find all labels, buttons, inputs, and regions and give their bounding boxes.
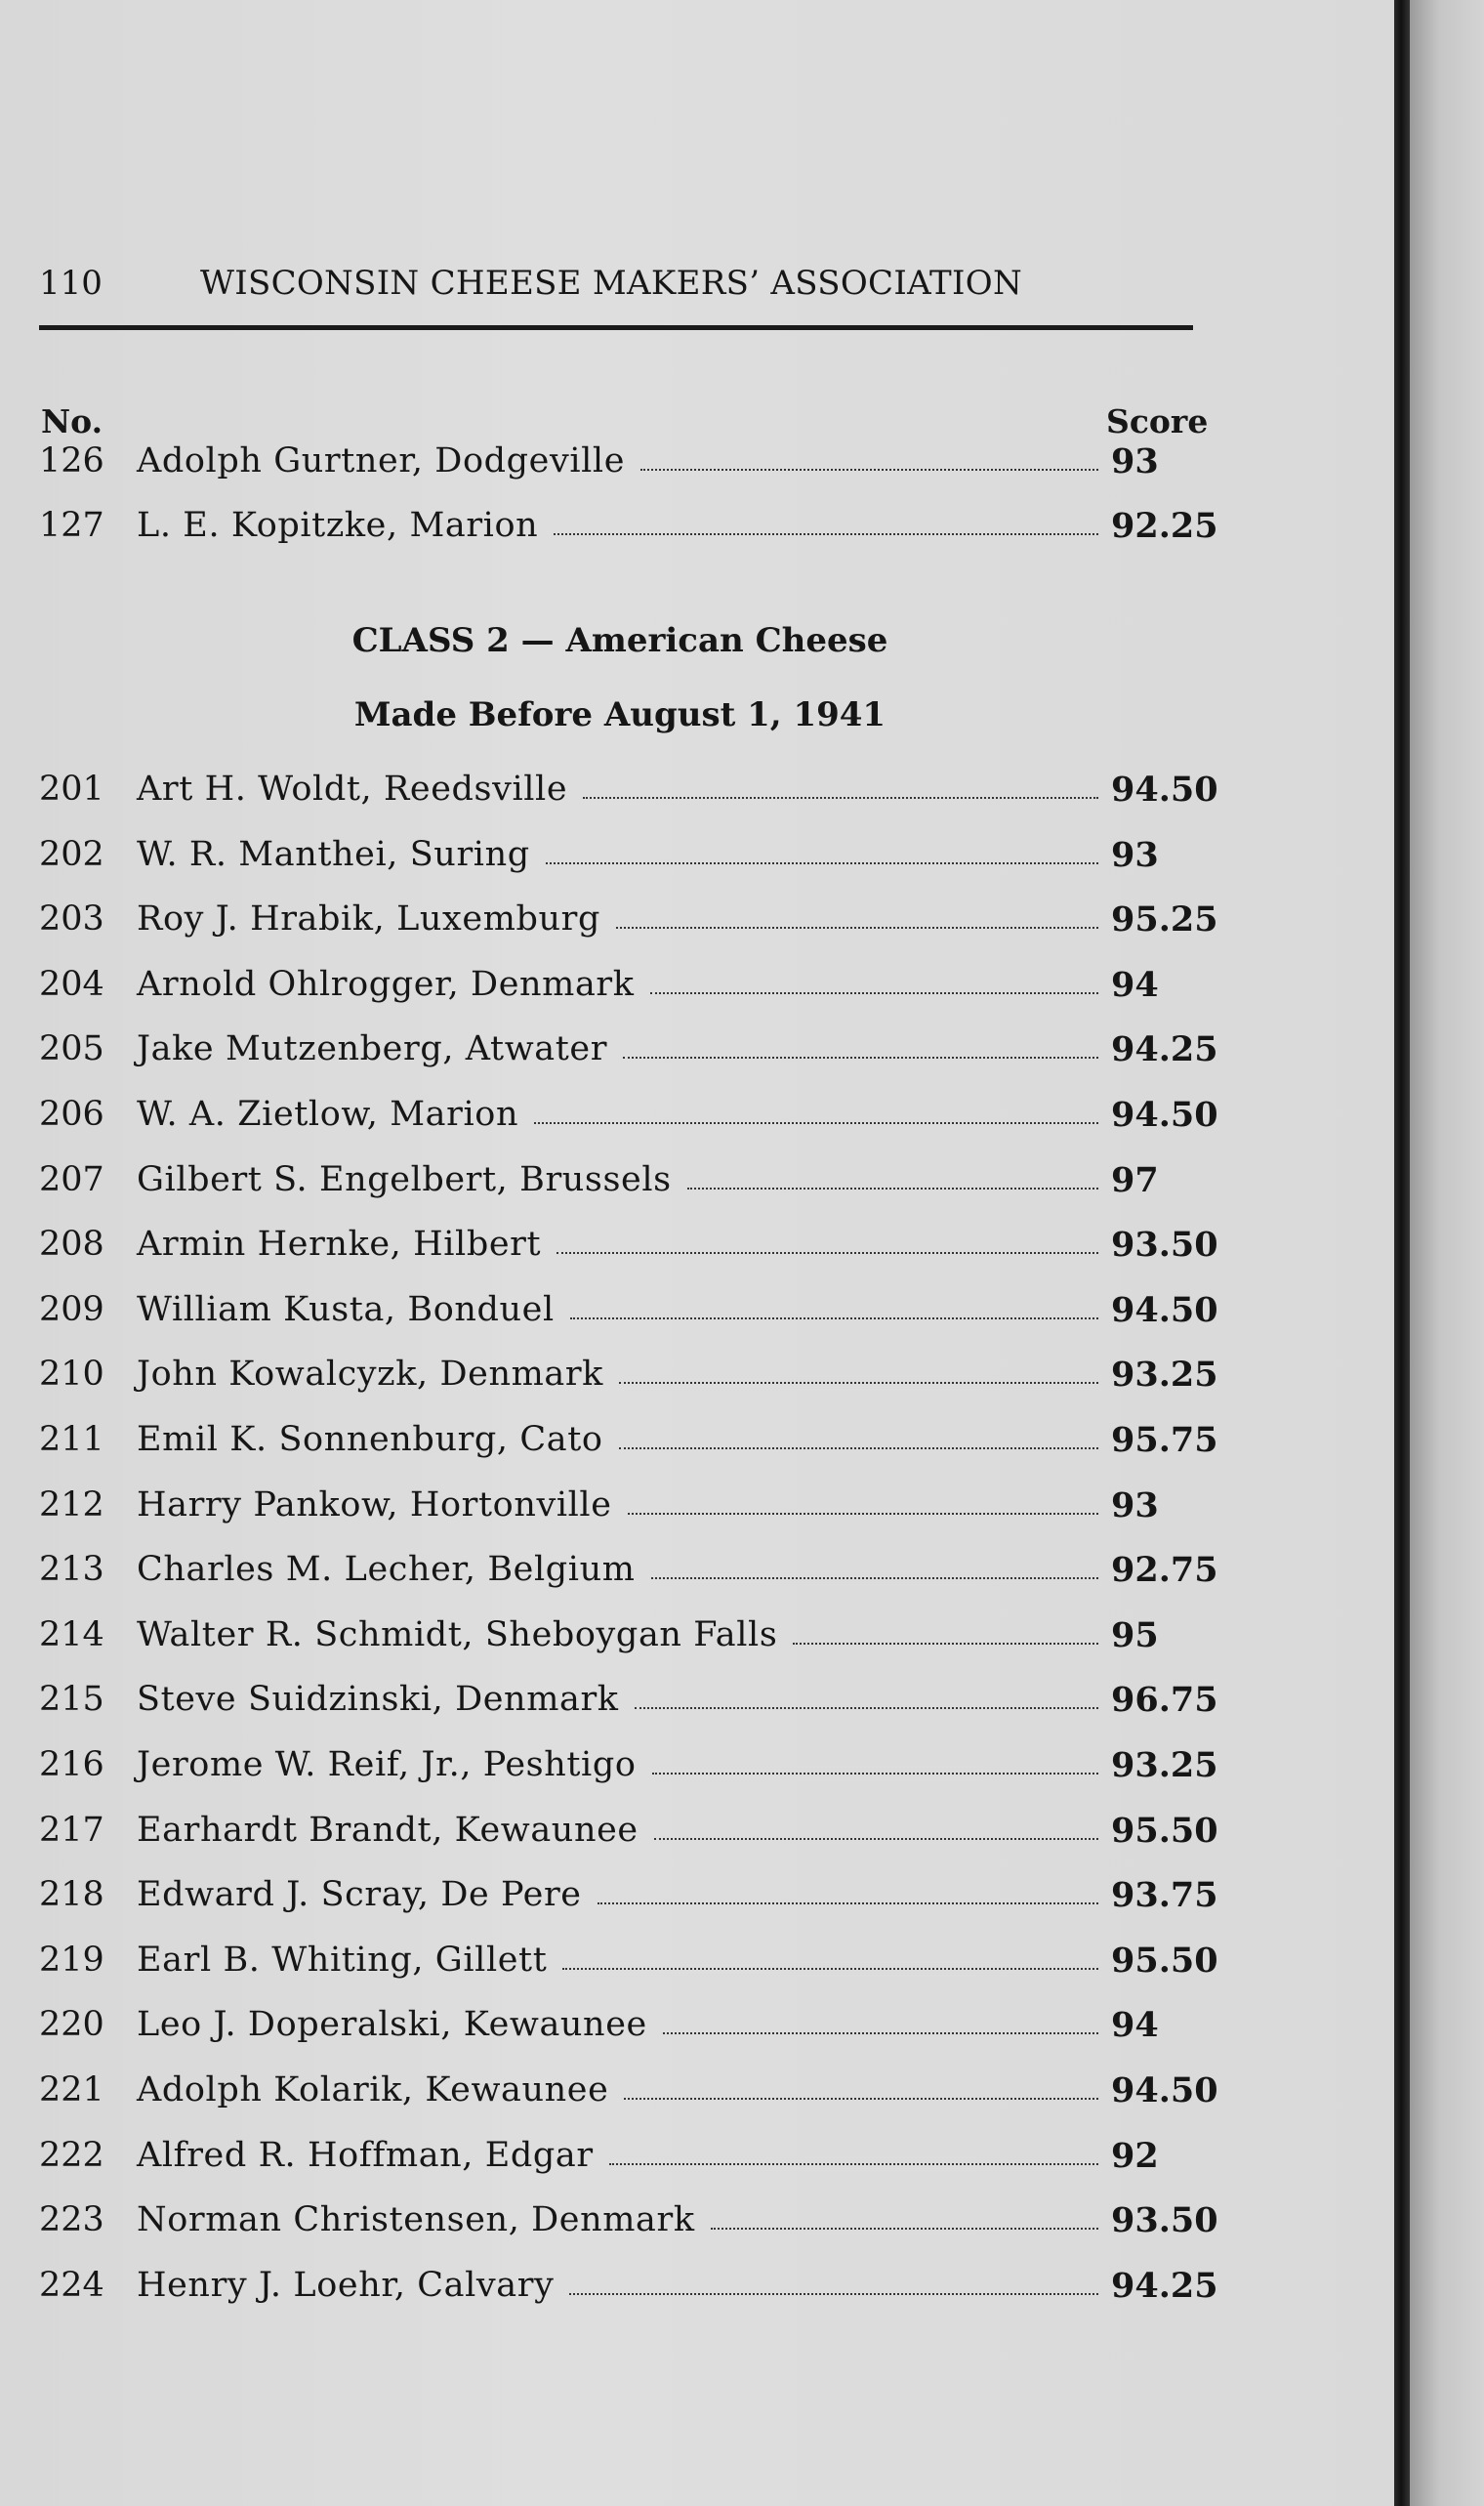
binding-edge xyxy=(1394,0,1410,2506)
entry-name: Edward J. Scray, De Pere xyxy=(137,1875,582,1915)
entry-score: 93 xyxy=(1111,834,1159,875)
entry-score: 93.25 xyxy=(1111,1355,1218,1396)
entry-name: W. R. Manthei, Suring xyxy=(137,834,530,874)
dot-leader xyxy=(793,1643,1098,1645)
binding-shadow xyxy=(1410,0,1484,2506)
list-item xyxy=(39,441,1211,484)
entry-score: 93 xyxy=(1111,1484,1159,1525)
entry-name: Walter R. Schmidt, Sheboygan Falls xyxy=(137,1614,778,1654)
entry-score: 96.75 xyxy=(1111,1680,1218,1721)
entry-number: 203 xyxy=(39,899,104,940)
list-item xyxy=(39,2265,1218,2309)
entry-number: 215 xyxy=(39,1680,104,1720)
entry-score: 93 xyxy=(1111,441,1159,481)
header-rule xyxy=(39,325,1193,330)
list-item xyxy=(39,506,1218,549)
entry-number: 202 xyxy=(39,834,104,874)
dot-leader xyxy=(623,1057,1098,1059)
dot-leader xyxy=(546,862,1098,864)
list-item xyxy=(39,1355,1218,1398)
entry-score: 92.75 xyxy=(1111,1550,1218,1591)
dot-leader xyxy=(711,2228,1098,2230)
dot-leader xyxy=(624,2098,1098,2100)
entry-score: 95 xyxy=(1111,1614,1159,1655)
entry-score: 95.25 xyxy=(1111,899,1218,940)
entry-number: 218 xyxy=(39,1875,104,1915)
list-item xyxy=(39,1810,1218,1854)
entry-name: Harry Pankow, Hortonville xyxy=(137,1484,612,1524)
entry-name: William Kusta, Bonduel xyxy=(137,1289,555,1329)
class-title: CLASS 2 — American Cheese xyxy=(351,621,888,660)
entry-name: John Kowalcyzk, Denmark xyxy=(137,1355,603,1395)
entry-score: 97 xyxy=(1111,1159,1159,1200)
list-item xyxy=(39,1485,1211,1528)
entry-name: Alfred R. Hoffman, Edgar xyxy=(137,2135,594,2175)
column-header-no: No. xyxy=(41,402,103,440)
list-item xyxy=(39,899,1218,942)
entry-number: 201 xyxy=(39,770,104,809)
list-item xyxy=(39,2136,1211,2179)
dot-leader xyxy=(554,533,1098,535)
entry-name: Norman Christensen, Denmark xyxy=(137,2200,695,2240)
entry-name: Jake Mutzenberg, Atwater xyxy=(137,1029,608,1069)
column-header-score: Score xyxy=(1106,402,1209,440)
entry-score: 92.25 xyxy=(1111,506,1218,546)
entry-score: 93.50 xyxy=(1111,1225,1218,1266)
dot-leader xyxy=(609,2163,1098,2165)
list-item xyxy=(39,770,1218,813)
entry-name: Art H. Woldt, Reedsville xyxy=(137,770,568,809)
entry-score: 92 xyxy=(1111,2135,1159,2176)
entry-name: Steve Suidzinski, Denmark xyxy=(137,1680,619,1720)
dot-leader xyxy=(640,469,1098,471)
entry-score: 95.50 xyxy=(1111,1940,1218,1981)
entry-name: Jerome W. Reif, Jr., Peshtigo xyxy=(137,1745,637,1784)
entry-name: Earl B. Whiting, Gillett xyxy=(137,1940,548,1980)
entry-name: Leo J. Doperalski, Kewaunee xyxy=(137,2005,647,2045)
list-item xyxy=(39,1745,1218,1788)
list-item xyxy=(39,1940,1218,1984)
entry-number: 211 xyxy=(39,1420,104,1459)
list-item xyxy=(39,2005,1211,2048)
dot-leader xyxy=(583,797,1098,799)
dot-leader xyxy=(635,1707,1098,1709)
entry-name: Armin Hernke, Hilbert xyxy=(137,1225,542,1265)
dot-leader xyxy=(598,1902,1098,1904)
list-item xyxy=(39,1420,1218,1463)
dot-leader xyxy=(650,992,1098,994)
entry-score: 93.25 xyxy=(1111,1745,1218,1785)
entry-name: L. E. Kopitzke, Marion xyxy=(137,506,539,545)
entry-number: 220 xyxy=(39,2005,104,2045)
entry-number: 208 xyxy=(39,1225,104,1265)
entry-number: 207 xyxy=(39,1159,104,1199)
entry-number: 222 xyxy=(39,2135,104,2175)
list-item xyxy=(39,1289,1218,1333)
entry-number: 224 xyxy=(39,2265,104,2305)
entry-score: 95.50 xyxy=(1111,1810,1218,1851)
entry-number: 223 xyxy=(39,2200,104,2240)
entry-number: 210 xyxy=(39,1355,104,1395)
entry-score: 94.25 xyxy=(1111,2265,1218,2306)
entry-number: 213 xyxy=(39,1550,104,1590)
entry-number: 206 xyxy=(39,1095,104,1134)
class-subtitle: Made Before August 1, 1941 xyxy=(353,695,886,734)
list-item xyxy=(39,1550,1218,1593)
entry-score: 95.75 xyxy=(1111,1420,1218,1460)
running-title: WISCONSIN CHEESE MAKERS’ ASSOCIATION xyxy=(200,264,1022,303)
entry-number: 221 xyxy=(39,2070,104,2109)
entry-number: 204 xyxy=(39,964,104,1004)
entry-score: 94 xyxy=(1111,2005,1159,2046)
entry-name: Arnold Ohlrogger, Denmark xyxy=(137,964,635,1004)
entry-number: 127 xyxy=(39,506,104,545)
list-item xyxy=(39,1225,1218,1268)
dot-leader xyxy=(687,1188,1098,1190)
list-item xyxy=(39,1680,1218,1723)
entry-score: 93.50 xyxy=(1111,2200,1218,2241)
dot-leader xyxy=(562,1968,1098,1970)
entry-number: 126 xyxy=(39,441,104,480)
dot-leader xyxy=(569,2293,1098,2295)
dot-leader xyxy=(616,927,1098,929)
entry-score: 93.75 xyxy=(1111,1875,1218,1916)
dot-leader xyxy=(663,2032,1098,2034)
dot-leader xyxy=(534,1122,1098,1124)
entry-score: 94.50 xyxy=(1111,2070,1218,2110)
dot-leader xyxy=(570,1317,1098,1319)
page-number: 110 xyxy=(39,264,103,303)
entry-score: 94.50 xyxy=(1111,1095,1218,1135)
dot-leader xyxy=(652,1773,1098,1775)
dot-leader xyxy=(619,1447,1098,1449)
entry-score: 94.50 xyxy=(1111,1289,1218,1330)
list-item xyxy=(39,1875,1218,1918)
entry-name: W. A. Zietlow, Marion xyxy=(137,1095,519,1134)
dot-leader xyxy=(619,1382,1098,1384)
entry-name: Henry J. Loehr, Calvary xyxy=(137,2265,555,2305)
dot-leader xyxy=(628,1513,1098,1515)
entry-name: Earhardt Brandt, Kewaunee xyxy=(137,1810,639,1850)
list-item xyxy=(39,2200,1218,2243)
entry-name: Emil K. Sonnenburg, Cato xyxy=(137,1420,603,1459)
entry-number: 219 xyxy=(39,1940,104,1980)
entry-number: 217 xyxy=(39,1810,104,1850)
list-item xyxy=(39,1615,1211,1658)
entry-number: 212 xyxy=(39,1484,104,1524)
list-item xyxy=(39,965,1211,1008)
dot-leader xyxy=(556,1252,1098,1254)
entry-name: Gilbert S. Engelbert, Brussels xyxy=(137,1159,672,1199)
entry-score: 94 xyxy=(1111,964,1159,1005)
list-item xyxy=(39,1160,1211,1203)
dot-leader xyxy=(654,1838,1098,1840)
list-item xyxy=(39,2070,1218,2113)
list-item xyxy=(39,1029,1218,1072)
entry-name: Adolph Kolarik, Kewaunee xyxy=(137,2070,609,2109)
list-item xyxy=(39,1095,1218,1138)
entry-name: Roy J. Hrabik, Luxemburg xyxy=(137,899,600,940)
running-header xyxy=(39,264,1191,313)
entry-score: 94.50 xyxy=(1111,770,1218,810)
entry-number: 216 xyxy=(39,1745,104,1784)
entry-number: 209 xyxy=(39,1289,104,1329)
entry-number: 205 xyxy=(39,1029,104,1069)
entry-number: 214 xyxy=(39,1614,104,1654)
entry-name: Charles M. Lecher, Belgium xyxy=(137,1550,636,1590)
list-item xyxy=(39,835,1211,878)
entry-name: Adolph Gurtner, Dodgeville xyxy=(137,441,626,480)
dot-leader xyxy=(651,1577,1098,1579)
entry-score: 94.25 xyxy=(1111,1029,1218,1070)
